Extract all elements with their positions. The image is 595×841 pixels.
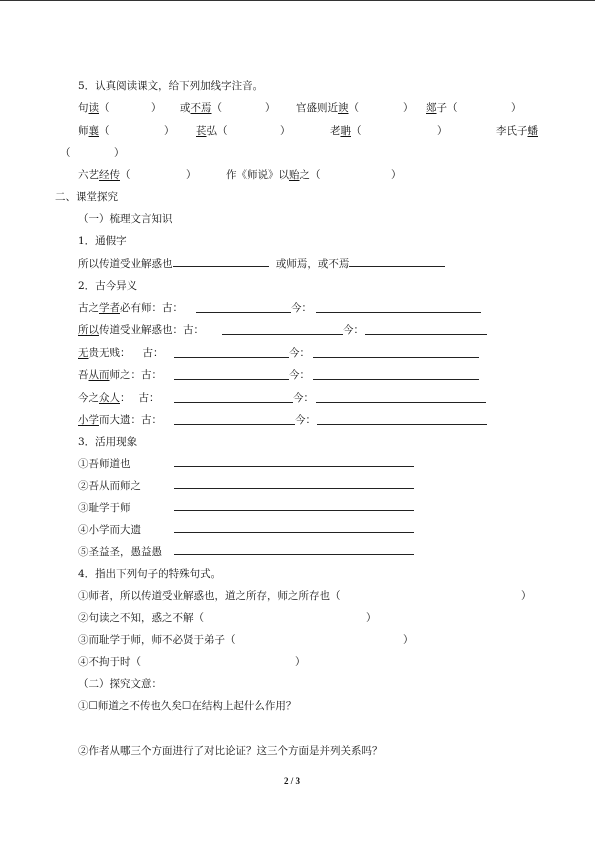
paren-close: ） — [164, 125, 175, 137]
paren-close: ） — [437, 125, 448, 137]
q5-item: 苌弘（ — [196, 125, 228, 137]
answer-line[interactable] — [316, 312, 481, 313]
jushi-title: 4．指出下列句子的特殊句式。 — [78, 568, 222, 580]
subsection-heading: （一）梳理文言知识 — [78, 213, 173, 225]
jushi-item: ④不拘于时（ — [78, 656, 141, 668]
tongjia-text-1: 所以传道受业解惑也 — [78, 258, 173, 270]
answer-line[interactable] — [174, 532, 414, 533]
paren-close: ） — [280, 125, 291, 137]
answer-line[interactable] — [174, 424, 295, 425]
answer-line[interactable] — [174, 510, 414, 511]
q5-item: 郯子（ — [426, 102, 458, 114]
answer-line[interactable] — [174, 488, 414, 489]
q5-item: 或不焉（ — [180, 102, 222, 114]
top-border — [0, 0, 595, 1]
paren-open: （ — [60, 147, 71, 159]
paren-close: ） — [114, 147, 125, 159]
paren-close: ） — [403, 634, 414, 646]
section-heading: 二、课堂探究 — [55, 191, 118, 203]
jushi-item: ①师者，所以传道受业解惑也，道之所存，师之所存也（ — [78, 590, 341, 602]
jin-label: 今： — [295, 414, 316, 426]
q5-item: 句读（ — [78, 102, 110, 114]
gujin-item: 吾从而师之：古： — [78, 369, 162, 381]
huoyong-item: ②吾从而师之 — [78, 480, 141, 492]
huoyong-item: ③耻学于师 — [78, 502, 131, 514]
huoyong-item: ④小学而大遗 — [78, 524, 141, 536]
paren-close: ） — [186, 169, 197, 181]
answer-line[interactable] — [174, 379, 289, 380]
jin-label: 今： — [289, 369, 310, 381]
answer-line[interactable] — [313, 357, 479, 358]
huoyong-item: ⑤圣益圣，愚益愚 — [78, 546, 162, 558]
answer-line[interactable] — [222, 334, 343, 335]
answer-line[interactable] — [174, 357, 289, 358]
paren-close: ） — [521, 590, 532, 602]
answer-line[interactable] — [313, 379, 479, 380]
jin-label: 今： — [343, 324, 364, 336]
q5-item: 官盛则近谀（ — [296, 102, 359, 114]
q5-item: 师襄（ — [78, 125, 110, 137]
answer-line[interactable] — [316, 402, 486, 403]
page-number: 2 / 3 — [284, 776, 301, 786]
paren-close: ） — [511, 102, 522, 114]
explore-question-2: ②作者从哪三个方面进行了对比论证？这三个方面是并列关系吗？ — [78, 745, 383, 757]
gujin-item: 古之学者必有师：古： — [78, 302, 183, 314]
jin-label: 今： — [289, 347, 310, 359]
q5-item: 作《师说》以贻之（ — [226, 169, 321, 181]
huoyong-item: ①吾师道也 — [78, 458, 131, 470]
tongjia-row — [78, 256, 445, 271]
q5-title: 5．认真阅读课文，给下列加线字注音。 — [78, 80, 264, 92]
gujin-item: 小学而大遗：古： — [78, 414, 162, 426]
answer-line[interactable] — [317, 424, 487, 425]
tongjia-title: 1．通假字 — [78, 235, 127, 247]
jushi-item: ②句读之不知，惑之不解（ — [78, 612, 204, 624]
jin-label: 今： — [293, 392, 314, 404]
tongjia-text-2: 或师焉，或不焉 — [275, 258, 350, 270]
answer-line[interactable] — [174, 466, 414, 467]
jushi-item: ③而耻学于师，师不必贤于弟子（ — [78, 634, 236, 646]
paren-close: ） — [151, 102, 162, 114]
answer-blank[interactable] — [173, 256, 269, 267]
paren-close: ） — [265, 102, 276, 114]
paren-close: ） — [403, 102, 414, 114]
paren-close: ） — [295, 656, 306, 668]
answer-line[interactable] — [196, 312, 291, 313]
explore-question-1: ①☐师道之不传也久矣☐在结构上起什么作用？ — [78, 700, 297, 712]
q5-item: 老聃（ — [330, 125, 362, 137]
q5-item: 六艺经传（ — [78, 169, 131, 181]
q5-item: 李氏子蟠 — [496, 125, 538, 137]
huoyong-title: 3．活用现象 — [78, 436, 138, 448]
gujin-title: 2．古今异义 — [78, 280, 138, 292]
paren-close: ） — [366, 612, 377, 624]
answer-line[interactable] — [174, 402, 293, 403]
jin-label: 今： — [291, 302, 312, 314]
answer-line[interactable] — [365, 334, 487, 335]
gujin-item: 今之众人： 古： — [78, 392, 160, 404]
gujin-item: 无贵无贱： 古： — [78, 347, 164, 359]
paren-close: ） — [391, 169, 402, 181]
answer-blank[interactable] — [349, 256, 445, 267]
answer-line[interactable] — [174, 554, 414, 555]
gujin-item: 所以传道受业解惑也：古： — [78, 324, 204, 336]
subsection-heading: （二）探究文意： — [78, 678, 162, 690]
